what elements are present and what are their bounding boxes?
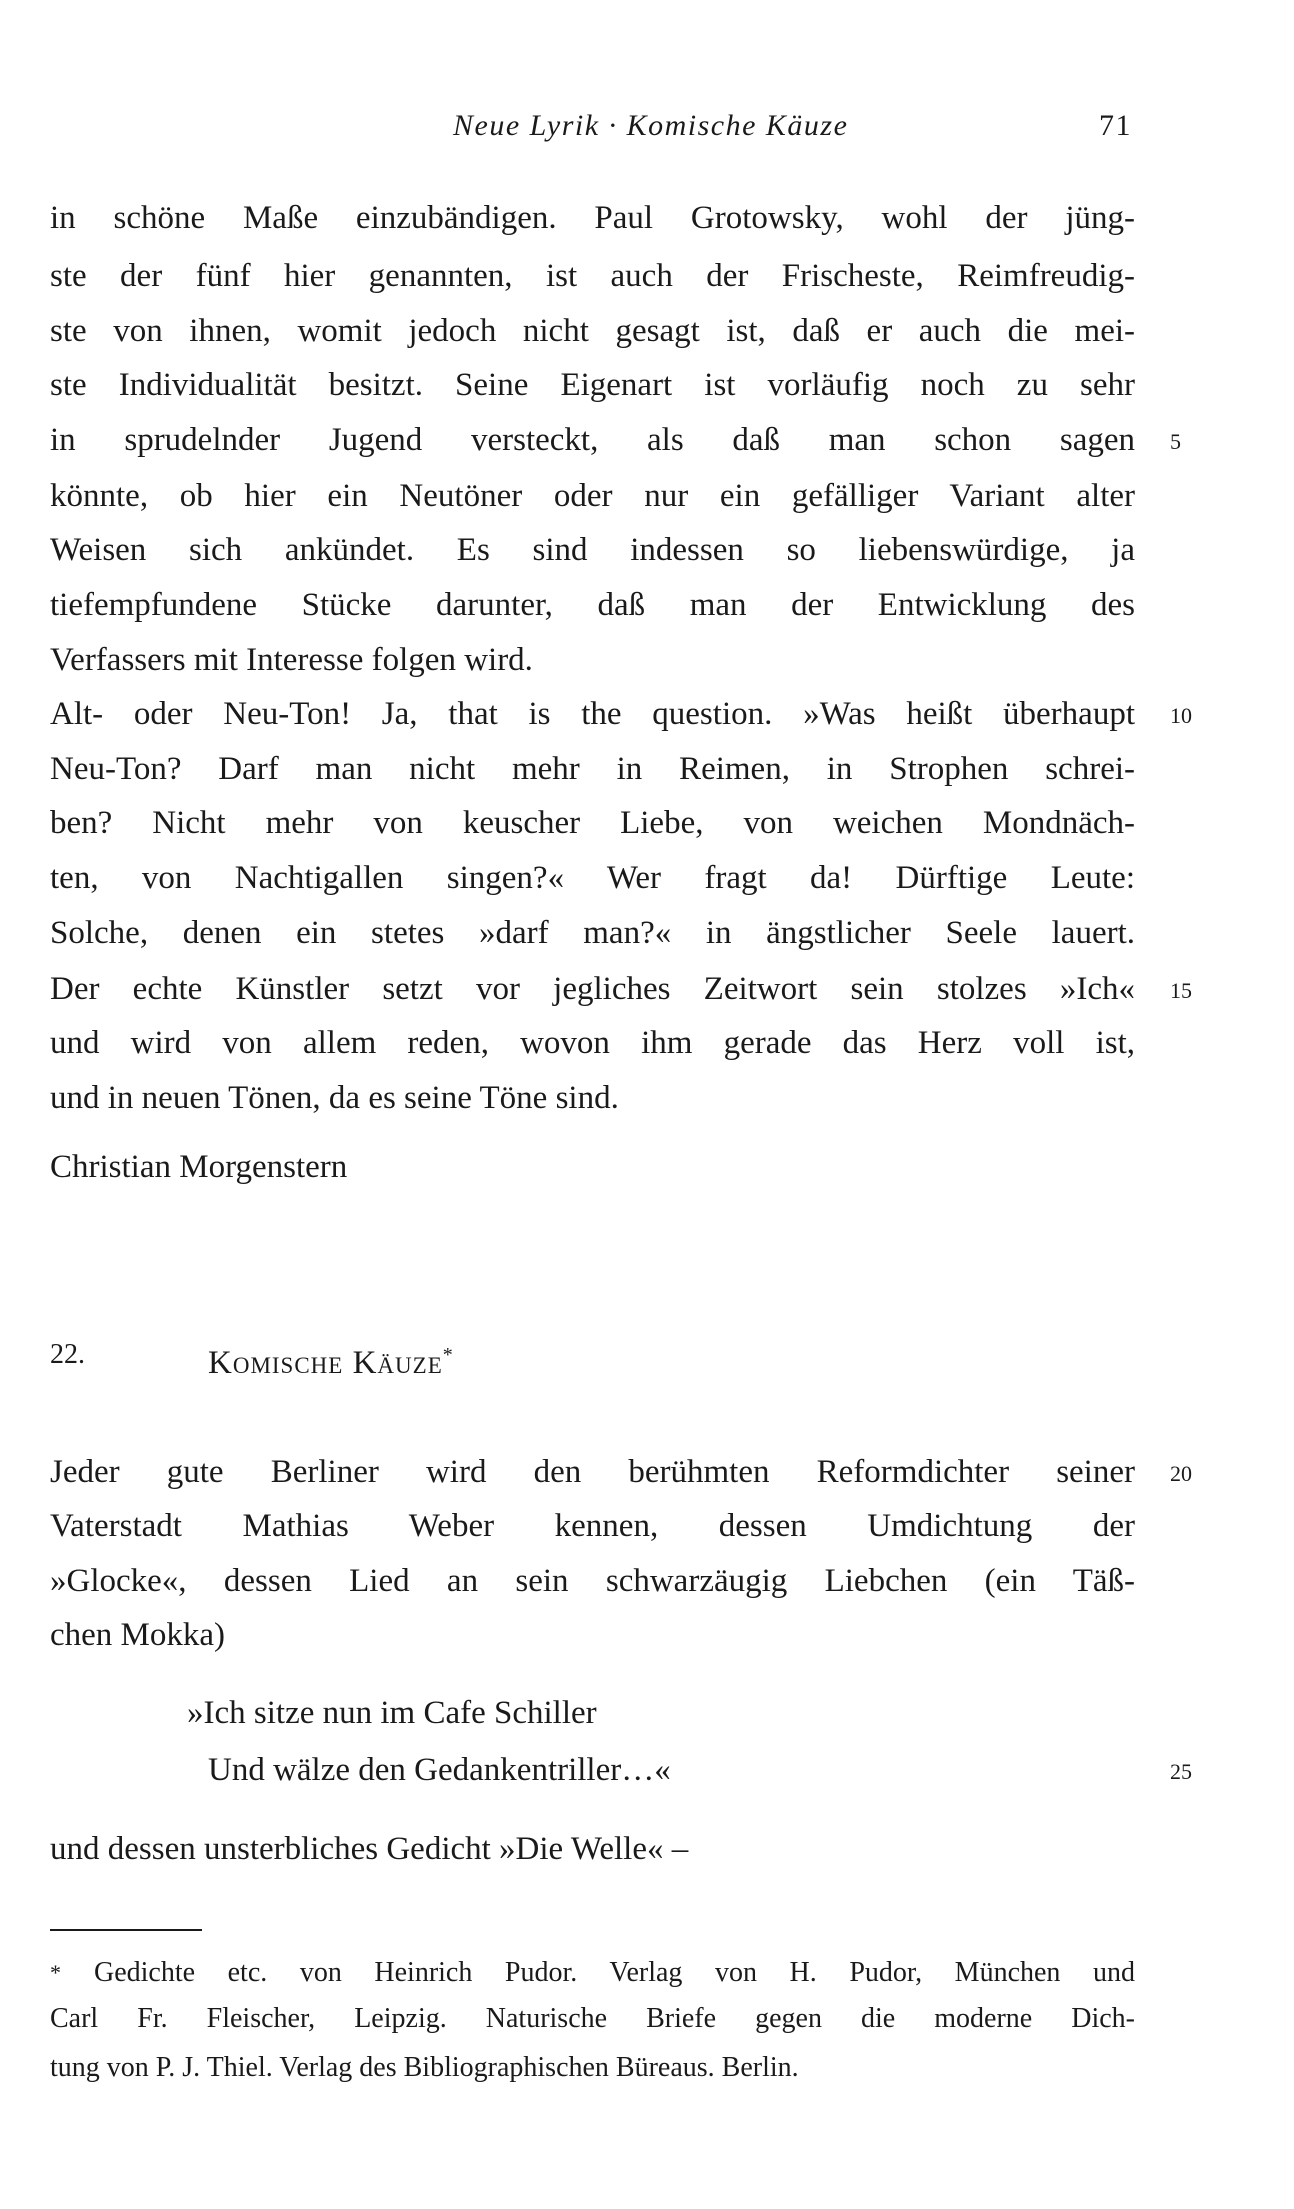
line-number: 20 — [1170, 1461, 1192, 1486]
text-line: Alt- oder Neu-Ton! Ja, that is the question. »Was heißt überhaupt — [50, 696, 1135, 732]
text-line: in schöne Maße einzubändigen. Paul Grotowsky, wohl der jüng- — [50, 200, 1135, 236]
text-line: Vaterstadt Mathias Weber kennen, dessen Umdichtung der — [50, 1508, 1135, 1544]
footnote-line: Carl Fr. Fleischer, Leipzig. Naturische Briefe gegen die moderne Dich- — [50, 2003, 1135, 2034]
text-line: tiefempfundene Stücke darunter, daß man der Entwicklung des — [50, 587, 1135, 623]
author-signature: Christian Morgenstern — [50, 1149, 348, 1185]
text-line: und in neuen Tönen, da es seine Töne sind. — [50, 1080, 619, 1116]
footnote-mark: * — [50, 1960, 61, 1985]
text-line: ste der fünf hier genannten, ist auch der Frischeste, Reimfreudig- — [50, 258, 1135, 294]
text-line: ten, von Nachtigallen singen?« Wer fragt da! Dürftige Leute: — [50, 860, 1135, 896]
text-line: und dessen unsterbliches Gedicht »Die Welle« – — [50, 1831, 689, 1867]
line-number: 15 — [1170, 978, 1192, 1003]
text-line: Verfassers mit Interesse folgen wird. — [50, 642, 533, 678]
text-line: »Glocke«, dessen Lied an sein schwarzäugig Liebchen (ein Täß- — [50, 1563, 1135, 1599]
text-line: ste Individualität besitzt. Seine Eigenart ist vorläufig noch zu sehr — [50, 367, 1135, 403]
line-number: 25 — [1170, 1759, 1192, 1784]
text-line: chen Mokka) — [50, 1617, 226, 1653]
text-line: könnte, ob hier ein Neutöner oder nur ein gefälliger Variant alter — [50, 478, 1135, 514]
text-line: ben? Nicht mehr von keuscher Liebe, von weichen Mondnäch- — [50, 805, 1135, 841]
text-line: Neu-Ton? Darf man nicht mehr in Reimen, in Strophen schrei- — [50, 751, 1135, 787]
footnote-rule — [50, 1929, 202, 1931]
page-number: 71 — [1099, 109, 1132, 142]
text-line: in sprudelnder Jugend versteckt, als daß man schon sagen — [50, 422, 1135, 458]
line-number: 10 — [1170, 703, 1192, 728]
section-title: Komische Käuze — [208, 1345, 443, 1381]
text-line: ste von ihnen, womit jedoch nicht gesagt ist, daß er auch die mei- — [50, 313, 1135, 349]
text-line: Jeder gute Berliner wird den berühmten Reformdichter seiner — [50, 1454, 1135, 1490]
footnote-line: tung von P. J. Thiel. Verlag des Bibliographischen Büreaus. Berlin. — [50, 2052, 799, 2083]
footnote-line: Gedichte etc. von Heinrich Pudor. Verlag von H. Pudor, München und — [94, 1957, 1135, 1988]
text-line: Weisen sich ankündet. Es sind indessen so liebenswürdige, ja — [50, 532, 1135, 568]
section-number: 22. — [50, 1339, 85, 1370]
verse-line: »Ich sitze nun im Cafe Schiller — [187, 1695, 597, 1731]
text-line: Solche, denen ein stetes »darf man?« in ängstlicher Seele lauert. — [50, 915, 1135, 951]
running-title: Neue Lyrik · Komische Käuze — [453, 109, 849, 142]
footnote-mark: * — [442, 1344, 453, 1366]
verse-line: Und wälze den Gedankentriller…« — [208, 1752, 671, 1788]
text-line: Der echte Künstler setzt vor jegliches Zeitwort sein stolzes »Ich« — [50, 971, 1135, 1007]
line-number: 5 — [1170, 429, 1181, 454]
text-line: und wird von allem reden, wovon ihm gerade das Herz voll ist, — [50, 1025, 1135, 1061]
